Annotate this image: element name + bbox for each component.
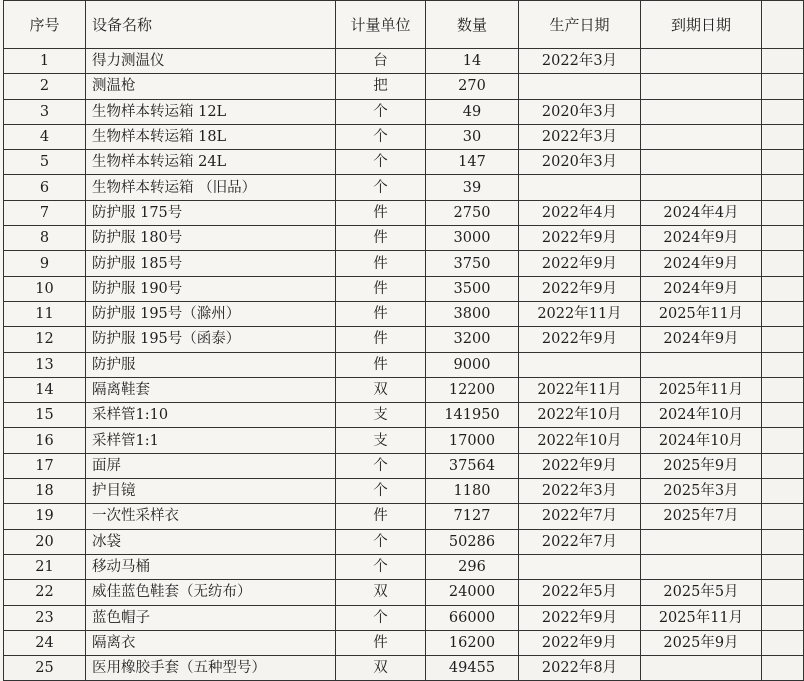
header-extra	[762, 1, 804, 49]
table-row	[4, 428, 804, 453]
cell-exp-date	[641, 99, 762, 124]
cell-seq: 7	[4, 200, 86, 225]
cell-qty: 14	[426, 49, 519, 74]
cell-exp-date	[641, 554, 762, 579]
cell-qty: 3800	[426, 301, 519, 326]
cell-seq: 17	[4, 453, 86, 478]
cell-seq: 8	[4, 226, 86, 251]
cell-unit: 双	[336, 377, 426, 402]
cell-qty: 49	[426, 99, 519, 124]
cell-unit: 件	[336, 352, 426, 377]
cell-qty: 24000	[426, 580, 519, 605]
cell-seq: 16	[4, 428, 86, 453]
cell-seq: 9	[4, 251, 86, 276]
cell-unit: 件	[336, 276, 426, 301]
cell-name: 防护服 180号	[86, 226, 336, 251]
cell-unit: 个	[336, 99, 426, 124]
cell-seq: 3	[4, 99, 86, 124]
cell-extra	[762, 226, 804, 251]
cell-name: 防护服 195号（滁州）	[86, 301, 336, 326]
cell-qty: 50286	[426, 529, 519, 554]
cell-exp-date: 2024年10月	[641, 403, 762, 428]
cell-qty: 3000	[426, 226, 519, 251]
table-row	[4, 124, 804, 149]
cell-qty: 12200	[426, 377, 519, 402]
cell-unit: 个	[336, 554, 426, 579]
cell-prod-date: 2022年9月	[519, 630, 641, 655]
cell-unit: 件	[336, 630, 426, 655]
cell-prod-date: 2022年10月	[519, 403, 641, 428]
cell-seq: 18	[4, 479, 86, 504]
cell-extra	[762, 529, 804, 554]
cell-seq: 20	[4, 529, 86, 554]
cell-unit: 件	[336, 226, 426, 251]
cell-prod-date	[519, 175, 641, 200]
header-row	[4, 1, 804, 49]
table-row	[4, 377, 804, 402]
cell-name: 威佳蓝色鞋套（无纺布）	[86, 580, 336, 605]
cell-extra	[762, 327, 804, 352]
table-row	[4, 630, 804, 655]
cell-exp-date	[641, 352, 762, 377]
cell-unit: 件	[336, 301, 426, 326]
cell-qty: 3750	[426, 251, 519, 276]
cell-unit: 个	[336, 529, 426, 554]
cell-seq: 14	[4, 377, 86, 402]
cell-exp-date: 2025年7月	[641, 504, 762, 529]
cell-qty: 141950	[426, 403, 519, 428]
cell-prod-date: 2022年9月	[519, 605, 641, 630]
cell-prod-date: 2022年11月	[519, 377, 641, 402]
table-row	[4, 352, 804, 377]
cell-qty: 30	[426, 124, 519, 149]
cell-qty: 39	[426, 175, 519, 200]
table-row	[4, 403, 804, 428]
cell-prod-date: 2022年3月	[519, 49, 641, 74]
header-prod-date: 生产日期	[519, 1, 641, 49]
cell-extra	[762, 479, 804, 504]
cell-name: 测温枪	[86, 74, 336, 99]
cell-extra	[762, 352, 804, 377]
cell-exp-date: 2025年11月	[641, 605, 762, 630]
table-body	[4, 49, 804, 681]
table-row	[4, 175, 804, 200]
cell-seq: 2	[4, 74, 86, 99]
cell-unit: 个	[336, 605, 426, 630]
cell-extra	[762, 150, 804, 175]
table-row	[4, 226, 804, 251]
cell-qty: 3500	[426, 276, 519, 301]
cell-unit: 支	[336, 403, 426, 428]
cell-seq: 12	[4, 327, 86, 352]
cell-exp-date	[641, 49, 762, 74]
cell-exp-date: 2025年9月	[641, 630, 762, 655]
cell-seq: 1	[4, 49, 86, 74]
cell-name: 防护服 175号	[86, 200, 336, 225]
table-row	[4, 554, 804, 579]
cell-name: 医用橡胶手套（五种型号）	[86, 656, 336, 681]
cell-unit: 把	[336, 74, 426, 99]
cell-prod-date: 2022年5月	[519, 580, 641, 605]
cell-extra	[762, 630, 804, 655]
cell-name: 采样管1:1	[86, 428, 336, 453]
cell-name: 生物样本转运箱 12L	[86, 99, 336, 124]
cell-unit: 台	[336, 49, 426, 74]
cell-extra	[762, 74, 804, 99]
cell-exp-date	[641, 74, 762, 99]
cell-prod-date: 2020年3月	[519, 150, 641, 175]
header-unit: 计量单位	[336, 1, 426, 49]
table-row	[4, 479, 804, 504]
cell-name: 面屏	[86, 453, 336, 478]
cell-prod-date: 2022年10月	[519, 428, 641, 453]
cell-qty: 49455	[426, 656, 519, 681]
cell-seq: 21	[4, 554, 86, 579]
cell-seq: 13	[4, 352, 86, 377]
header-name: 设备名称	[86, 1, 336, 49]
cell-name: 蓝色帽子	[86, 605, 336, 630]
cell-extra	[762, 428, 804, 453]
cell-qty: 147	[426, 150, 519, 175]
cell-exp-date: 2025年11月	[641, 377, 762, 402]
cell-prod-date: 2022年8月	[519, 656, 641, 681]
cell-name: 一次性采样衣	[86, 504, 336, 529]
cell-prod-date: 2022年4月	[519, 200, 641, 225]
cell-unit: 个	[336, 175, 426, 200]
table-row	[4, 74, 804, 99]
cell-qty: 17000	[426, 428, 519, 453]
cell-prod-date: 2022年9月	[519, 327, 641, 352]
cell-name: 防护服	[86, 352, 336, 377]
cell-exp-date	[641, 529, 762, 554]
cell-prod-date	[519, 74, 641, 99]
cell-name: 防护服 190号	[86, 276, 336, 301]
cell-unit: 支	[336, 428, 426, 453]
cell-prod-date: 2022年9月	[519, 276, 641, 301]
cell-unit: 个	[336, 124, 426, 149]
cell-name: 生物样本转运箱 24L	[86, 150, 336, 175]
cell-name: 生物样本转运箱 （旧品）	[86, 175, 336, 200]
cell-seq: 6	[4, 175, 86, 200]
table-row	[4, 99, 804, 124]
cell-extra	[762, 301, 804, 326]
cell-extra	[762, 377, 804, 402]
cell-name: 得力测温仪	[86, 49, 336, 74]
cell-extra	[762, 656, 804, 681]
cell-prod-date: 2022年7月	[519, 504, 641, 529]
cell-qty: 37564	[426, 453, 519, 478]
cell-name: 防护服 195号（函泰）	[86, 327, 336, 352]
table-row	[4, 301, 804, 326]
cell-extra	[762, 99, 804, 124]
cell-exp-date	[641, 150, 762, 175]
cell-exp-date: 2025年9月	[641, 453, 762, 478]
cell-unit: 个	[336, 150, 426, 175]
cell-name: 隔离鞋套	[86, 377, 336, 402]
cell-name: 移动马桶	[86, 554, 336, 579]
cell-seq: 15	[4, 403, 86, 428]
cell-name: 隔离衣	[86, 630, 336, 655]
cell-extra	[762, 276, 804, 301]
inventory-table	[3, 0, 804, 681]
cell-qty: 1180	[426, 479, 519, 504]
cell-qty: 3200	[426, 327, 519, 352]
cell-name: 防护服 185号	[86, 251, 336, 276]
cell-qty: 9000	[426, 352, 519, 377]
cell-prod-date: 2022年9月	[519, 251, 641, 276]
cell-prod-date: 2020年3月	[519, 99, 641, 124]
cell-name: 生物样本转运箱 18L	[86, 124, 336, 149]
cell-unit: 个	[336, 479, 426, 504]
cell-extra	[762, 453, 804, 478]
cell-extra	[762, 403, 804, 428]
cell-exp-date: 2024年9月	[641, 276, 762, 301]
cell-seq: 23	[4, 605, 86, 630]
table-row	[4, 200, 804, 225]
cell-seq: 10	[4, 276, 86, 301]
table-row	[4, 529, 804, 554]
cell-exp-date: 2025年11月	[641, 301, 762, 326]
cell-extra	[762, 554, 804, 579]
cell-unit: 件	[336, 251, 426, 276]
cell-exp-date: 2025年5月	[641, 580, 762, 605]
cell-prod-date	[519, 554, 641, 579]
cell-qty: 2750	[426, 200, 519, 225]
cell-exp-date: 2024年4月	[641, 200, 762, 225]
cell-seq: 19	[4, 504, 86, 529]
cell-name: 护目镜	[86, 479, 336, 504]
cell-unit: 双	[336, 656, 426, 681]
cell-extra	[762, 200, 804, 225]
table-row	[4, 276, 804, 301]
table-row	[4, 327, 804, 352]
table-row	[4, 656, 804, 681]
cell-extra	[762, 251, 804, 276]
cell-exp-date: 2025年3月	[641, 479, 762, 504]
table-header	[4, 1, 804, 49]
cell-unit: 件	[336, 200, 426, 225]
cell-exp-date: 2024年10月	[641, 428, 762, 453]
cell-prod-date: 2022年11月	[519, 301, 641, 326]
header-seq: 序号	[4, 1, 86, 49]
cell-seq: 24	[4, 630, 86, 655]
cell-seq: 5	[4, 150, 86, 175]
table-row	[4, 251, 804, 276]
cell-exp-date	[641, 175, 762, 200]
cell-extra	[762, 605, 804, 630]
cell-unit: 件	[336, 327, 426, 352]
cell-seq: 25	[4, 656, 86, 681]
cell-unit: 件	[336, 504, 426, 529]
table-row	[4, 49, 804, 74]
cell-prod-date: 2022年3月	[519, 479, 641, 504]
cell-unit: 个	[336, 453, 426, 478]
table-row	[4, 150, 804, 175]
cell-exp-date: 2024年9月	[641, 327, 762, 352]
cell-prod-date	[519, 352, 641, 377]
cell-name: 冰袋	[86, 529, 336, 554]
cell-exp-date	[641, 656, 762, 681]
header-exp-date: 到期日期	[641, 1, 762, 49]
table-row	[4, 580, 804, 605]
table-row	[4, 453, 804, 478]
table-row	[4, 605, 804, 630]
cell-extra	[762, 580, 804, 605]
cell-qty: 66000	[426, 605, 519, 630]
cell-prod-date: 2022年9月	[519, 453, 641, 478]
cell-qty: 270	[426, 74, 519, 99]
cell-exp-date: 2024年9月	[641, 251, 762, 276]
cell-prod-date: 2022年9月	[519, 226, 641, 251]
cell-name: 采样管1:10	[86, 403, 336, 428]
cell-extra	[762, 49, 804, 74]
cell-seq: 4	[4, 124, 86, 149]
cell-exp-date: 2024年9月	[641, 226, 762, 251]
cell-extra	[762, 175, 804, 200]
cell-seq: 22	[4, 580, 86, 605]
header-qty: 数量	[426, 1, 519, 49]
cell-prod-date: 2022年3月	[519, 124, 641, 149]
cell-exp-date	[641, 124, 762, 149]
cell-qty: 16200	[426, 630, 519, 655]
cell-qty: 296	[426, 554, 519, 579]
table-row	[4, 504, 804, 529]
cell-prod-date: 2022年7月	[519, 529, 641, 554]
cell-seq: 11	[4, 301, 86, 326]
cell-qty: 7127	[426, 504, 519, 529]
cell-unit: 双	[336, 580, 426, 605]
cell-extra	[762, 504, 804, 529]
cell-extra	[762, 124, 804, 149]
